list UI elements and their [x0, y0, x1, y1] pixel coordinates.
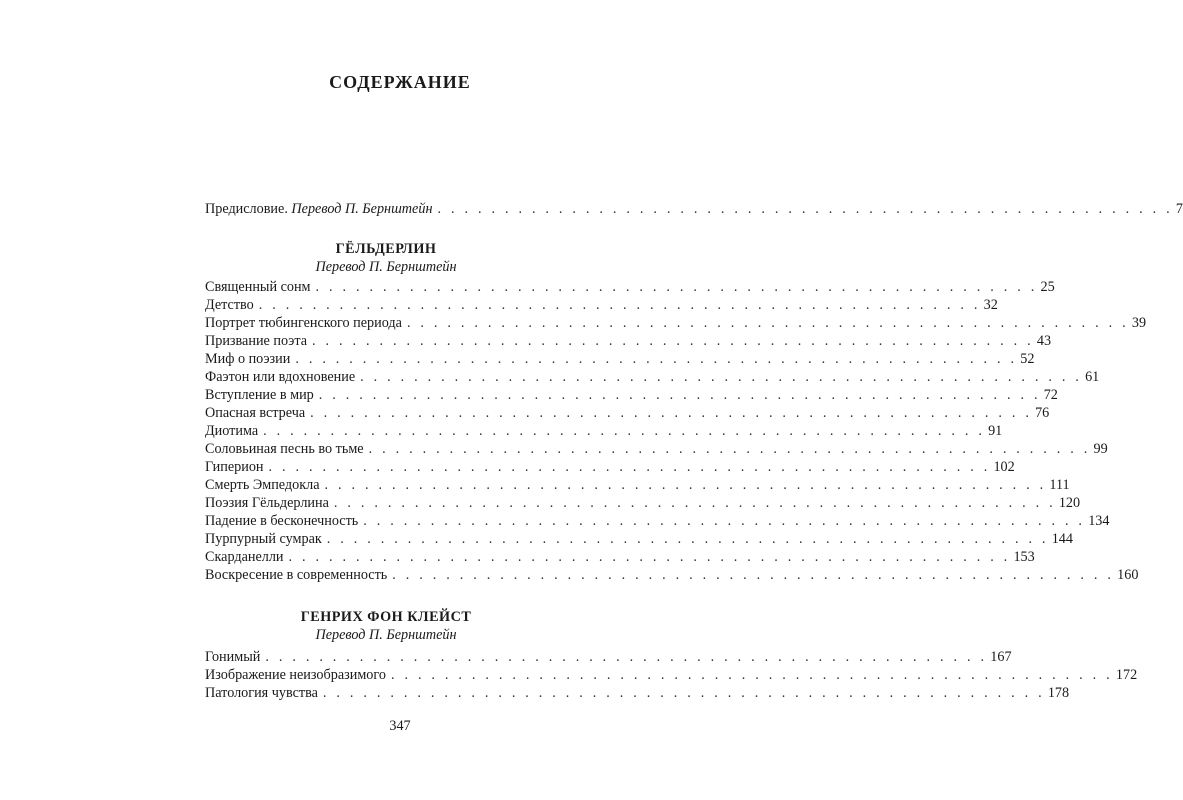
- toc-entry-title: Соловьиная песнь во тьме: [205, 441, 364, 457]
- toc-entry-page: 61: [1085, 369, 1100, 385]
- toc-entry-page: 43: [1036, 333, 1052, 349]
- section-translator: Перевод П. Бернштейн: [315, 627, 457, 643]
- toc-entry: [205, 666, 1138, 684]
- section-author: ГЕНРИХ ФОН КЛЕЙСТ: [300, 609, 472, 625]
- leader-dots: . . . . . . . . . . . . . . . . . . . . . . . . . . . . . . . . . . . . . . . . . . . . . . . . . . . . . . .: [437, 201, 1173, 217]
- toc-entry: [205, 278, 1055, 296]
- toc-entry: [205, 404, 1050, 422]
- toc-entry: [205, 296, 998, 314]
- toc-entry-title: Фаэтон или вдохновение: [205, 369, 356, 385]
- page-title: СОДЕРЖАНИЕ: [329, 72, 471, 92]
- toc-entry: [205, 512, 1110, 530]
- toc-entry: [205, 494, 1081, 512]
- toc-entry-page: 7: [1175, 201, 1183, 217]
- toc-entry-page: 52: [1020, 351, 1035, 367]
- toc-entry-title: Пурпурный сумрак: [205, 531, 322, 547]
- toc-entry-title: Поэзия Гёльдерлина: [205, 495, 329, 511]
- leader-dots: . . . . . . . . . . . . . . . . . . . . . . . . . . . . . . . . . . . . . . . . . . . . . . . . . . . . . .: [324, 477, 1047, 493]
- toc-entry-page: 160: [1117, 567, 1139, 583]
- toc-entry-page: 91: [988, 423, 1003, 439]
- leader-dots: . . . . . . . . . . . . . . . . . . . . . . . . . . . . . . . . . . . . . . . . . . . . . . . . . . . . . .: [390, 667, 1113, 683]
- toc-entry-preface: [205, 200, 1183, 218]
- toc-entry: [205, 422, 1003, 440]
- section-author: ГЁЛЬДЕРЛИН: [335, 241, 437, 257]
- toc-entry: [205, 648, 1012, 666]
- toc-entry-page: 178: [1047, 685, 1070, 701]
- leader-dots: . . . . . . . . . . . . . . . . . . . . . . . . . . . . . . . . . . . . . . . . . . . . . . . . . . . . . .: [392, 567, 1115, 583]
- leader-dots: . . . . . . . . . . . . . . . . . . . . . . . . . . . . . . . . . . . . . . . . . . . . . . . . . . . . . .: [333, 495, 1056, 511]
- page-number: 347: [389, 718, 411, 734]
- toc-entry: [205, 314, 1147, 332]
- toc-entry-title: Детство: [205, 297, 254, 313]
- toc-entry: [205, 332, 1052, 350]
- leader-dots: . . . . . . . . . . . . . . . . . . . . . . . . . . . . . . . . . . . . . . . . . . . . . . . . . . . . . .: [268, 459, 991, 475]
- toc-entry-title: Вступление в мир: [205, 387, 314, 403]
- toc-entry-page: 39: [1131, 315, 1147, 331]
- toc-entry: [205, 458, 1015, 476]
- leader-dots: . . . . . . . . . . . . . . . . . . . . . . . . . . . . . . . . . . . . . . . . . . . . . . . . . . . . . .: [360, 369, 1083, 385]
- toc-entry-title: Гиперион: [205, 459, 264, 475]
- toc-entry-title: Воскресение в современность: [205, 567, 388, 583]
- section-translator: Перевод П. Бернштейн: [315, 259, 457, 275]
- toc-entry-title: Изображение неизобразимого: [205, 667, 386, 683]
- leader-dots: . . . . . . . . . . . . . . . . . . . . . . . . . . . . . . . . . . . . . . . . . . . . . . . . . . . . . .: [315, 279, 1038, 295]
- leader-dots: . . . . . . . . . . . . . . . . . . . . . . . . . . . . . . . . . . . . . . . . . . . . . . . . . . . . . .: [406, 315, 1129, 331]
- toc-entry-title: Смерть Эмпедокла: [205, 477, 320, 493]
- leader-dots: . . . . . . . . . . . . . . . . . . . . . . . . . . . . . . . . . . . . . . . . . . . . . . . . . . . . . .: [258, 297, 981, 313]
- toc-entry-title: Предисловие. Перевод П. Бернштейн: [205, 201, 433, 217]
- toc-entry-page: 167: [990, 649, 1012, 665]
- toc-entry-page: 25: [1040, 279, 1055, 295]
- leader-dots: . . . . . . . . . . . . . . . . . . . . . . . . . . . . . . . . . . . . . . . . . . . . . . . . . . . . . .: [322, 685, 1045, 701]
- leader-dots: . . . . . . . . . . . . . . . . . . . . . . . . . . . . . . . . . . . . . . . . . . . . . . . . . . . . . .: [363, 513, 1086, 529]
- toc-entry-title: Портрет тюбингенского периода: [205, 315, 402, 331]
- toc-entry-title: Падение в бесконечность: [205, 513, 359, 529]
- toc-entry: [205, 566, 1139, 584]
- toc-entry-title: Миф о поэзии: [205, 351, 291, 367]
- toc-entry-title: Гонимый: [205, 649, 261, 665]
- toc-entry-title: Священный сонм: [205, 279, 311, 295]
- toc-entry-title: Опасная встреча: [205, 405, 306, 421]
- toc-entry-page: 144: [1051, 531, 1073, 547]
- toc-entry: [205, 530, 1073, 548]
- section-heading-kleist: [205, 608, 567, 644]
- section-heading-holderlin: [205, 240, 567, 276]
- toc-entry-title: Патология чувства: [205, 685, 318, 701]
- toc-entry-page: 102: [993, 459, 1015, 475]
- leader-dots: . . . . . . . . . . . . . . . . . . . . . . . . . . . . . . . . . . . . . . . . . . . . . . . . . . . . . .: [295, 351, 1018, 367]
- toc-entry: [205, 440, 1108, 458]
- toc-entry: [205, 368, 1100, 386]
- leader-dots: . . . . . . . . . . . . . . . . . . . . . . . . . . . . . . . . . . . . . . . . . . . . . . . . . . . . . .: [310, 405, 1033, 421]
- toc-entry-page: 134: [1088, 513, 1110, 529]
- leader-dots: . . . . . . . . . . . . . . . . . . . . . . . . . . . . . . . . . . . . . . . . . . . . . . . . . . . . . .: [368, 441, 1091, 457]
- leader-dots: . . . . . . . . . . . . . . . . . . . . . . . . . . . . . . . . . . . . . . . . . . . . . . . . . . . . . .: [326, 531, 1049, 547]
- toc-entry: [205, 476, 1070, 494]
- leader-dots: . . . . . . . . . . . . . . . . . . . . . . . . . . . . . . . . . . . . . . . . . . . . . . . . . . . . . .: [265, 649, 988, 665]
- leader-dots: . . . . . . . . . . . . . . . . . . . . . . . . . . . . . . . . . . . . . . . . . . . . . . . . . . . . . .: [318, 387, 1041, 403]
- toc-entry-page: 72: [1043, 387, 1058, 403]
- toc-entry-page: 111: [1049, 477, 1070, 493]
- toc-entry-title: Призвание поэта: [205, 333, 307, 349]
- leader-dots: . . . . . . . . . . . . . . . . . . . . . . . . . . . . . . . . . . . . . . . . . . . . . . . . . . . . . .: [312, 333, 1034, 349]
- toc-entry-page: 153: [1013, 549, 1035, 565]
- toc-entry: [205, 386, 1058, 404]
- toc-entry: [205, 350, 1035, 368]
- leader-dots: . . . . . . . . . . . . . . . . . . . . . . . . . . . . . . . . . . . . . . . . . . . . . . . . . . . . . .: [288, 549, 1011, 565]
- toc-entry-page: 99: [1093, 441, 1108, 457]
- toc-entry-page: 32: [983, 297, 998, 313]
- toc-entry-page: 172: [1115, 667, 1138, 683]
- leader-dots: . . . . . . . . . . . . . . . . . . . . . . . . . . . . . . . . . . . . . . . . . . . . . . . . . . . . . .: [263, 423, 986, 439]
- toc-entry-page: 120: [1058, 495, 1081, 511]
- toc-entry-page: 76: [1035, 405, 1050, 421]
- toc-entry: [205, 684, 1070, 702]
- toc-entry-title: Диотима: [205, 423, 259, 439]
- toc-entry-title: Скарданелли: [205, 549, 284, 565]
- toc-entry: [205, 548, 1035, 566]
